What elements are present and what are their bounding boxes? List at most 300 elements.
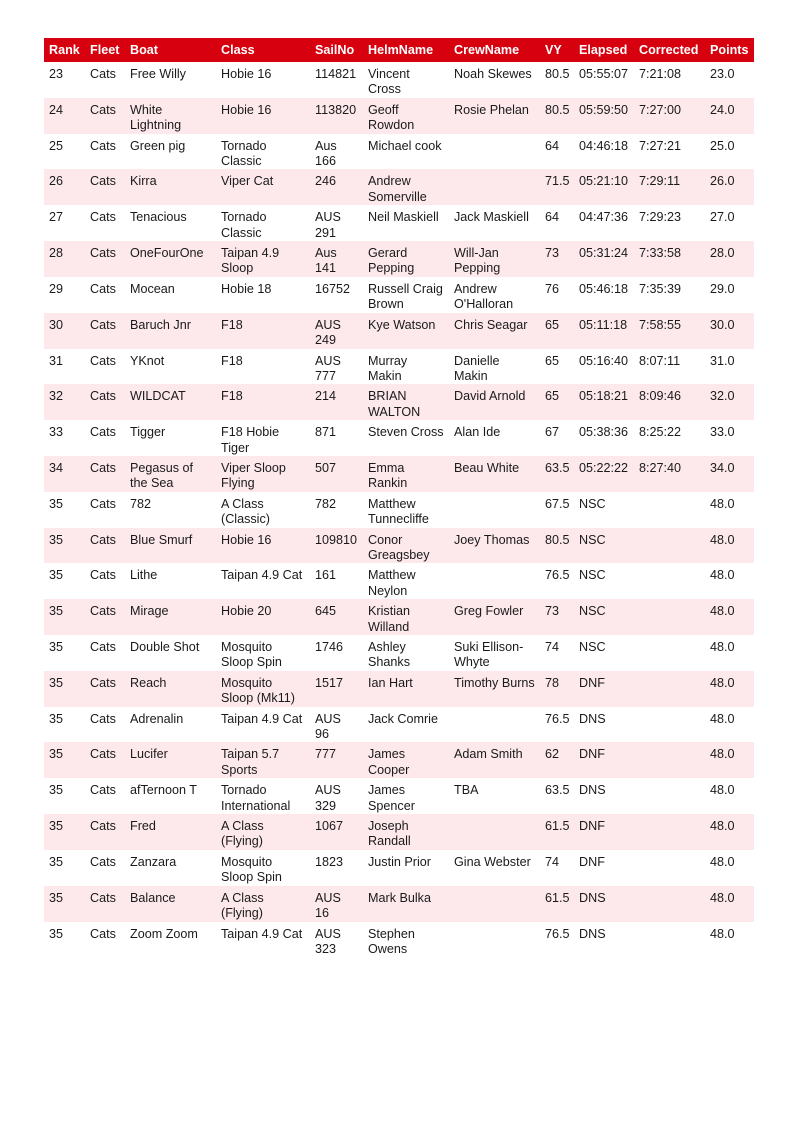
cell-class: Taipan 4.9 Sloop	[216, 241, 310, 277]
cell-vy: 76.5	[545, 926, 570, 941]
table-row	[44, 528, 754, 564]
cell-helmname: Andrew Somerville	[363, 169, 449, 205]
cell-corrected	[634, 671, 705, 707]
cell-corrected	[634, 778, 705, 814]
cell-elapsed: 04:46:18	[579, 138, 629, 153]
cell-fleet: Cats	[90, 496, 116, 511]
cell-points: 48.0	[705, 742, 754, 778]
table-body	[44, 62, 754, 957]
cell-points: 24.0	[705, 98, 754, 134]
cell-points: 48.0	[710, 496, 735, 511]
cell-points: 48.0	[710, 640, 735, 654]
cell-corrected: 8:07:11	[639, 353, 681, 368]
cell-points: 48.0	[710, 711, 735, 726]
table-row	[44, 707, 754, 743]
cell-class: Hobie 16	[221, 67, 272, 81]
cell-crewname	[449, 134, 540, 170]
cell-crewname	[449, 707, 540, 743]
cell-corrected	[634, 563, 705, 599]
cell-boat: Blue Smurf	[125, 528, 216, 564]
cell-fleet: Cats	[85, 814, 125, 850]
cell-sailno: 507	[310, 456, 363, 492]
cell-crewname: David Arnold	[449, 384, 540, 420]
cell-elapsed: 05:18:21	[574, 384, 634, 420]
cell-boat: Zoom Zoom	[130, 926, 198, 941]
table-row	[44, 635, 754, 671]
results-table	[44, 38, 754, 957]
cell-elapsed: 05:31:24	[574, 241, 634, 277]
cell-corrected	[634, 742, 705, 778]
column-header-boat: Boat	[125, 38, 216, 62]
cell-vy: 61.5	[540, 886, 574, 922]
cell-crewname	[449, 563, 540, 599]
cell-boat: Green pig	[130, 138, 186, 153]
cell-rank: 29	[49, 281, 64, 296]
cell-boat: Kirra	[125, 169, 216, 205]
cell-fleet: Cats	[85, 886, 125, 922]
cell-helmname: Murray Makin	[368, 353, 408, 383]
cell-fleet: Cats	[85, 98, 125, 134]
cell-corrected: 7:27:21	[639, 138, 682, 153]
cell-helmname: Justin Prior	[368, 854, 431, 869]
cell-fleet: Cats	[85, 671, 125, 707]
cell-rank: 27	[49, 210, 64, 225]
table-row	[44, 492, 754, 528]
cell-points: 48.0	[710, 568, 735, 583]
cell-points: 25.0	[710, 138, 735, 153]
cell-corrected	[634, 492, 705, 528]
cell-boat: Mirage	[125, 599, 216, 635]
table-row	[44, 886, 754, 922]
cell-points: 48.0	[705, 671, 754, 707]
cell-helmname: Conor Greagsbey	[363, 528, 449, 564]
cell-corrected: 8:09:46	[634, 384, 705, 420]
cell-rank: 33	[49, 425, 64, 440]
cell-sailno: 161	[315, 568, 337, 583]
cell-rank: 34	[44, 456, 85, 492]
cell-points: 27.0	[710, 210, 735, 225]
cell-vy: 74	[545, 854, 560, 869]
cell-helmname: Matthew Neylon	[368, 568, 416, 598]
cell-points: 30.0	[705, 313, 754, 349]
cell-crewname: Timothy Burns	[449, 671, 540, 707]
cell-elapsed: 04:47:36	[579, 210, 629, 225]
cell-fleet: Cats	[90, 138, 116, 153]
cell-sailno: 246	[310, 169, 363, 205]
cell-fleet: Cats	[90, 67, 116, 81]
cell-crewname: Gina Webster	[454, 854, 531, 869]
cell-sailno: AUS 16	[310, 886, 363, 922]
cell-vy: 64	[545, 210, 560, 225]
cell-corrected: 7:29:23	[639, 210, 682, 225]
cell-helmname: Stephen Owens	[368, 926, 415, 956]
cell-elapsed: 05:11:18	[574, 313, 634, 349]
cell-elapsed: DNS	[574, 886, 634, 922]
cell-points: 32.0	[705, 384, 754, 420]
table-row	[44, 205, 754, 241]
cell-boat: Fred	[125, 814, 216, 850]
cell-fleet: Cats	[85, 742, 125, 778]
cell-corrected	[634, 922, 705, 958]
cell-sailno: 777	[310, 742, 363, 778]
cell-vy: 76.5	[545, 568, 570, 583]
cell-fleet: Cats	[90, 210, 116, 225]
cell-elapsed: DNF	[574, 742, 634, 778]
cell-boat: Tigger	[130, 425, 166, 440]
cell-class: A Class (Flying)	[216, 814, 310, 850]
cell-vy: 73	[540, 599, 574, 635]
table-row	[44, 420, 754, 456]
cell-boat: White Lightning	[125, 98, 216, 134]
cell-elapsed: NSC	[579, 568, 606, 583]
cell-rank: 35	[44, 599, 85, 635]
cell-sailno: AUS 96	[315, 711, 341, 742]
cell-class: Tornado Classic	[221, 138, 267, 169]
table-row	[44, 277, 754, 313]
cell-class: Taipan 4.9 Cat	[221, 711, 303, 726]
cell-class: Taipan 4.9 Cat	[221, 926, 303, 941]
cell-points: 48.0	[705, 886, 754, 922]
cell-points: 48.0	[710, 783, 735, 798]
table-row	[44, 671, 754, 707]
cell-fleet: Cats	[85, 599, 125, 635]
cell-class: Hobie 16	[216, 98, 310, 134]
cell-rank: 31	[49, 353, 64, 368]
table-row	[44, 814, 754, 850]
cell-boat: YKnot	[130, 353, 165, 368]
table-row	[44, 313, 754, 349]
cell-sailno: AUS 329	[315, 783, 341, 813]
cell-class: Mosquito Sloop (Mk11)	[216, 671, 310, 707]
cell-rank: 25	[49, 138, 64, 153]
cell-elapsed: 05:46:18	[579, 281, 629, 296]
cell-class: Mosquito Sloop Spin	[221, 854, 282, 885]
cell-crewname: Will-Jan Pepping	[449, 241, 540, 277]
cell-fleet: Cats	[85, 169, 125, 205]
cell-sailno: 1823	[315, 854, 344, 869]
cell-vy: 65	[545, 353, 560, 368]
cell-fleet: Cats	[85, 384, 125, 420]
cell-points: 28.0	[705, 241, 754, 277]
cell-corrected	[634, 528, 705, 564]
cell-rank: 35	[49, 711, 64, 726]
cell-vy: 63.5	[545, 783, 570, 798]
cell-helmname: BRIAN WALTON	[363, 384, 449, 420]
cell-points: 26.0	[705, 169, 754, 205]
cell-elapsed: 05:21:10	[574, 169, 634, 205]
cell-helmname: Michael cook	[368, 138, 442, 153]
cell-corrected: 8:27:40	[634, 456, 705, 492]
cell-crewname: Jack Maskiell	[454, 210, 529, 225]
cell-fleet: Cats	[90, 640, 116, 654]
cell-points: 31.0	[710, 353, 735, 368]
cell-rank: 35	[49, 640, 64, 654]
cell-rank: 35	[44, 886, 85, 922]
cell-class: Tornado Classic	[221, 210, 267, 240]
table-row	[44, 742, 754, 778]
column-header-elapsed: Elapsed	[574, 38, 634, 62]
cell-boat: Baruch Jnr	[125, 313, 216, 349]
cell-class: F18	[216, 313, 310, 349]
cell-boat: Balance	[125, 886, 216, 922]
cell-boat: Pegasus of the Sea	[125, 456, 216, 492]
cell-helmname: Ian Hart	[363, 671, 449, 707]
cell-helmname: Gerard Pepping	[363, 241, 449, 277]
table-row	[44, 62, 754, 98]
cell-sailno: AUS 249	[310, 313, 363, 349]
cell-rank: 35	[49, 854, 64, 869]
cell-boat: Lithe	[130, 568, 158, 583]
cell-class: Viper Sloop Flying	[216, 456, 310, 492]
cell-vy: 76	[545, 281, 560, 296]
cell-elapsed: DNS	[579, 711, 606, 726]
cell-fleet: Cats	[90, 425, 116, 440]
column-header-corrected: Corrected	[634, 38, 705, 62]
cell-sailno: Aus 166	[315, 138, 337, 169]
cell-points: 23.0	[710, 67, 735, 81]
cell-boat: Mocean	[130, 281, 175, 296]
cell-sailno: Aus 141	[310, 241, 363, 277]
column-header-vy: VY	[540, 38, 574, 62]
cell-points: 34.0	[705, 456, 754, 492]
cell-rank: 30	[44, 313, 85, 349]
cell-class: A Class (Flying)	[216, 886, 310, 922]
cell-crewname	[449, 886, 540, 922]
cell-fleet: Cats	[90, 711, 116, 726]
cell-crewname: Rosie Phelan	[449, 98, 540, 134]
cell-class: Viper Cat	[216, 169, 310, 205]
cell-class: Hobie 20	[216, 599, 310, 635]
cell-vy: 78	[540, 671, 574, 707]
cell-rank: 28	[44, 241, 85, 277]
cell-crewname: Greg Fowler	[449, 599, 540, 635]
cell-vy: 80.5	[540, 528, 574, 564]
cell-crewname: Alan Ide	[454, 425, 501, 440]
cell-helmname: Geoff Rowdon	[363, 98, 449, 134]
cell-class: Tornado International	[221, 783, 291, 813]
cell-sailno: AUS 777	[315, 353, 341, 383]
cell-boat: Free Willy	[130, 67, 186, 81]
cell-crewname	[449, 169, 540, 205]
cell-elapsed: DNF	[574, 814, 634, 850]
cell-elapsed: DNS	[579, 783, 606, 798]
column-header-sailno: SailNo	[310, 38, 363, 62]
cell-boat: 782	[130, 496, 152, 511]
cell-elapsed: NSC	[579, 640, 606, 654]
cell-elapsed: DNF	[579, 854, 605, 869]
cell-vy: 74	[545, 640, 560, 654]
cell-points: 48.0	[710, 926, 735, 941]
cell-boat: Tenacious	[130, 210, 187, 225]
cell-boat: afTernoon T	[130, 783, 197, 798]
cell-elapsed: NSC	[579, 496, 606, 511]
cell-class: A Class (Classic)	[221, 496, 270, 527]
cell-points: 48.0	[705, 528, 754, 564]
cell-helmname: Kye Watson	[363, 313, 449, 349]
cell-class: F18	[221, 353, 243, 368]
cell-corrected: 7:58:55	[634, 313, 705, 349]
cell-corrected	[634, 635, 705, 671]
cell-points: 29.0	[710, 281, 735, 296]
cell-sailno: 871	[315, 425, 337, 440]
cell-crewname: TBA	[454, 783, 479, 798]
cell-corrected: 7:35:39	[639, 281, 682, 296]
cell-crewname	[449, 492, 540, 528]
table-row	[44, 134, 754, 170]
cell-elapsed: DNS	[579, 926, 606, 941]
cell-crewname: Noah Skewes	[454, 67, 532, 81]
cell-corrected: 7:21:08	[639, 67, 682, 81]
cell-fleet: Cats	[85, 528, 125, 564]
table-row	[44, 384, 754, 420]
cell-helmname: Vincent Cross	[368, 67, 410, 97]
table-row	[44, 169, 754, 205]
cell-sailno: 109810	[310, 528, 363, 564]
cell-sailno: AUS 323	[315, 926, 341, 956]
cell-class: F18 Hobie Tiger	[221, 425, 280, 455]
column-header-fleet: Fleet	[85, 38, 125, 62]
cell-sailno: 645	[310, 599, 363, 635]
cell-helmname: Ashley Shanks	[368, 640, 411, 670]
cell-helmname: Emma Rankin	[363, 456, 449, 492]
cell-sailno: 16752	[315, 281, 351, 296]
cell-rank: 35	[44, 671, 85, 707]
cell-fleet: Cats	[90, 568, 116, 583]
cell-helmname: James Cooper	[363, 742, 449, 778]
cell-elapsed: 05:59:50	[574, 98, 634, 134]
cell-vy: 64	[545, 138, 560, 153]
cell-vy: 80.5	[540, 98, 574, 134]
column-header-rank: Rank	[44, 38, 85, 62]
cell-boat: WILDCAT	[125, 384, 216, 420]
cell-rank: 23	[49, 67, 64, 81]
cell-boat: Zanzara	[130, 854, 177, 869]
cell-fleet: Cats	[90, 353, 116, 368]
cell-corrected: 7:33:58	[634, 241, 705, 277]
cell-vy: 67	[545, 425, 560, 440]
cell-helmname: Jack Comrie	[368, 711, 438, 726]
cell-corrected: 7:29:11	[634, 169, 705, 205]
cell-fleet: Cats	[85, 241, 125, 277]
cell-rank: 32	[44, 384, 85, 420]
table-row	[44, 599, 754, 635]
cell-points: 48.0	[705, 814, 754, 850]
cell-crewname: Danielle Makin	[454, 353, 500, 383]
cell-helmname: Kristian Willand	[363, 599, 449, 635]
cell-fleet: Cats	[85, 456, 125, 492]
cell-vy: 65	[540, 313, 574, 349]
table-row	[44, 850, 754, 886]
cell-boat: Adrenalin	[130, 711, 184, 726]
cell-class: Hobie 18	[221, 281, 272, 296]
table-row	[44, 563, 754, 599]
table-row	[44, 778, 754, 814]
cell-sailno: 113820	[310, 98, 363, 134]
cell-rank: 35	[49, 496, 64, 511]
cell-points: 48.0	[705, 599, 754, 635]
cell-vy: 62	[540, 742, 574, 778]
cell-crewname: Beau White	[449, 456, 540, 492]
cell-helmname: Steven Cross	[368, 425, 444, 440]
table-row	[44, 98, 754, 134]
cell-vy: 61.5	[540, 814, 574, 850]
cell-helmname: Mark Bulka	[363, 886, 449, 922]
header-row	[44, 38, 754, 62]
cell-rank: 35	[49, 926, 64, 941]
cell-class: Hobie 16	[216, 528, 310, 564]
cell-sailno: 1746	[315, 640, 344, 654]
table-row	[44, 922, 754, 958]
cell-boat: Reach	[125, 671, 216, 707]
cell-rank: 35	[49, 568, 64, 583]
cell-crewname: Adam Smith	[449, 742, 540, 778]
column-header-class: Class	[216, 38, 310, 62]
cell-rank: 26	[44, 169, 85, 205]
cell-fleet: Cats	[85, 313, 125, 349]
cell-fleet: Cats	[90, 926, 116, 941]
cell-class: Taipan 5.7 Sports	[216, 742, 310, 778]
table-row	[44, 349, 754, 385]
cell-crewname	[449, 814, 540, 850]
cell-rank: 35	[44, 814, 85, 850]
column-header-crewname: CrewName	[449, 38, 540, 62]
cell-elapsed: 05:22:22	[574, 456, 634, 492]
cell-crewname	[449, 922, 540, 958]
cell-boat: OneFourOne	[125, 241, 216, 277]
cell-boat: Lucifer	[125, 742, 216, 778]
cell-class: Mosquito Sloop Spin	[221, 640, 282, 670]
cell-rank: 24	[44, 98, 85, 134]
cell-crewname: Chris Seagar	[449, 313, 540, 349]
cell-elapsed: DNF	[574, 671, 634, 707]
cell-corrected	[634, 886, 705, 922]
cell-helmname: James Spencer	[368, 783, 415, 813]
cell-fleet: Cats	[90, 281, 116, 296]
cell-rank: 35	[44, 528, 85, 564]
cell-sailno: 214	[310, 384, 363, 420]
cell-vy: 76.5	[545, 711, 570, 726]
cell-fleet: Cats	[90, 783, 116, 798]
cell-corrected	[634, 599, 705, 635]
cell-corrected	[634, 707, 705, 743]
cell-points: 48.0	[710, 854, 735, 869]
cell-rank: 35	[44, 742, 85, 778]
cell-boat: Double Shot	[130, 640, 200, 654]
cell-sailno: AUS 291	[315, 210, 341, 240]
column-header-helmname: HelmName	[363, 38, 449, 62]
table-row	[44, 456, 754, 492]
cell-fleet: Cats	[90, 854, 116, 869]
cell-helmname: Matthew Tunnecliffe	[368, 496, 429, 527]
cell-helmname: Joseph Randall	[363, 814, 449, 850]
cell-sailno: 782	[315, 496, 337, 511]
cell-helmname: Neil Maskiell	[368, 210, 439, 225]
table-row	[44, 241, 754, 277]
cell-corrected	[634, 814, 705, 850]
cell-corrected: 7:27:00	[634, 98, 705, 134]
cell-corrected: 8:25:22	[639, 425, 682, 440]
cell-elapsed: 05:38:36	[579, 425, 629, 440]
cell-corrected	[634, 850, 705, 886]
cell-sailno: 1517	[310, 671, 363, 707]
cell-helmname: Russell Craig Brown	[368, 281, 443, 312]
cell-points: 33.0	[710, 425, 735, 440]
column-header-points: Points	[705, 38, 754, 62]
cell-elapsed: NSC	[574, 599, 634, 635]
cell-vy: 63.5	[540, 456, 574, 492]
cell-vy: 73	[540, 241, 574, 277]
cell-crewname: Joey Thomas	[449, 528, 540, 564]
